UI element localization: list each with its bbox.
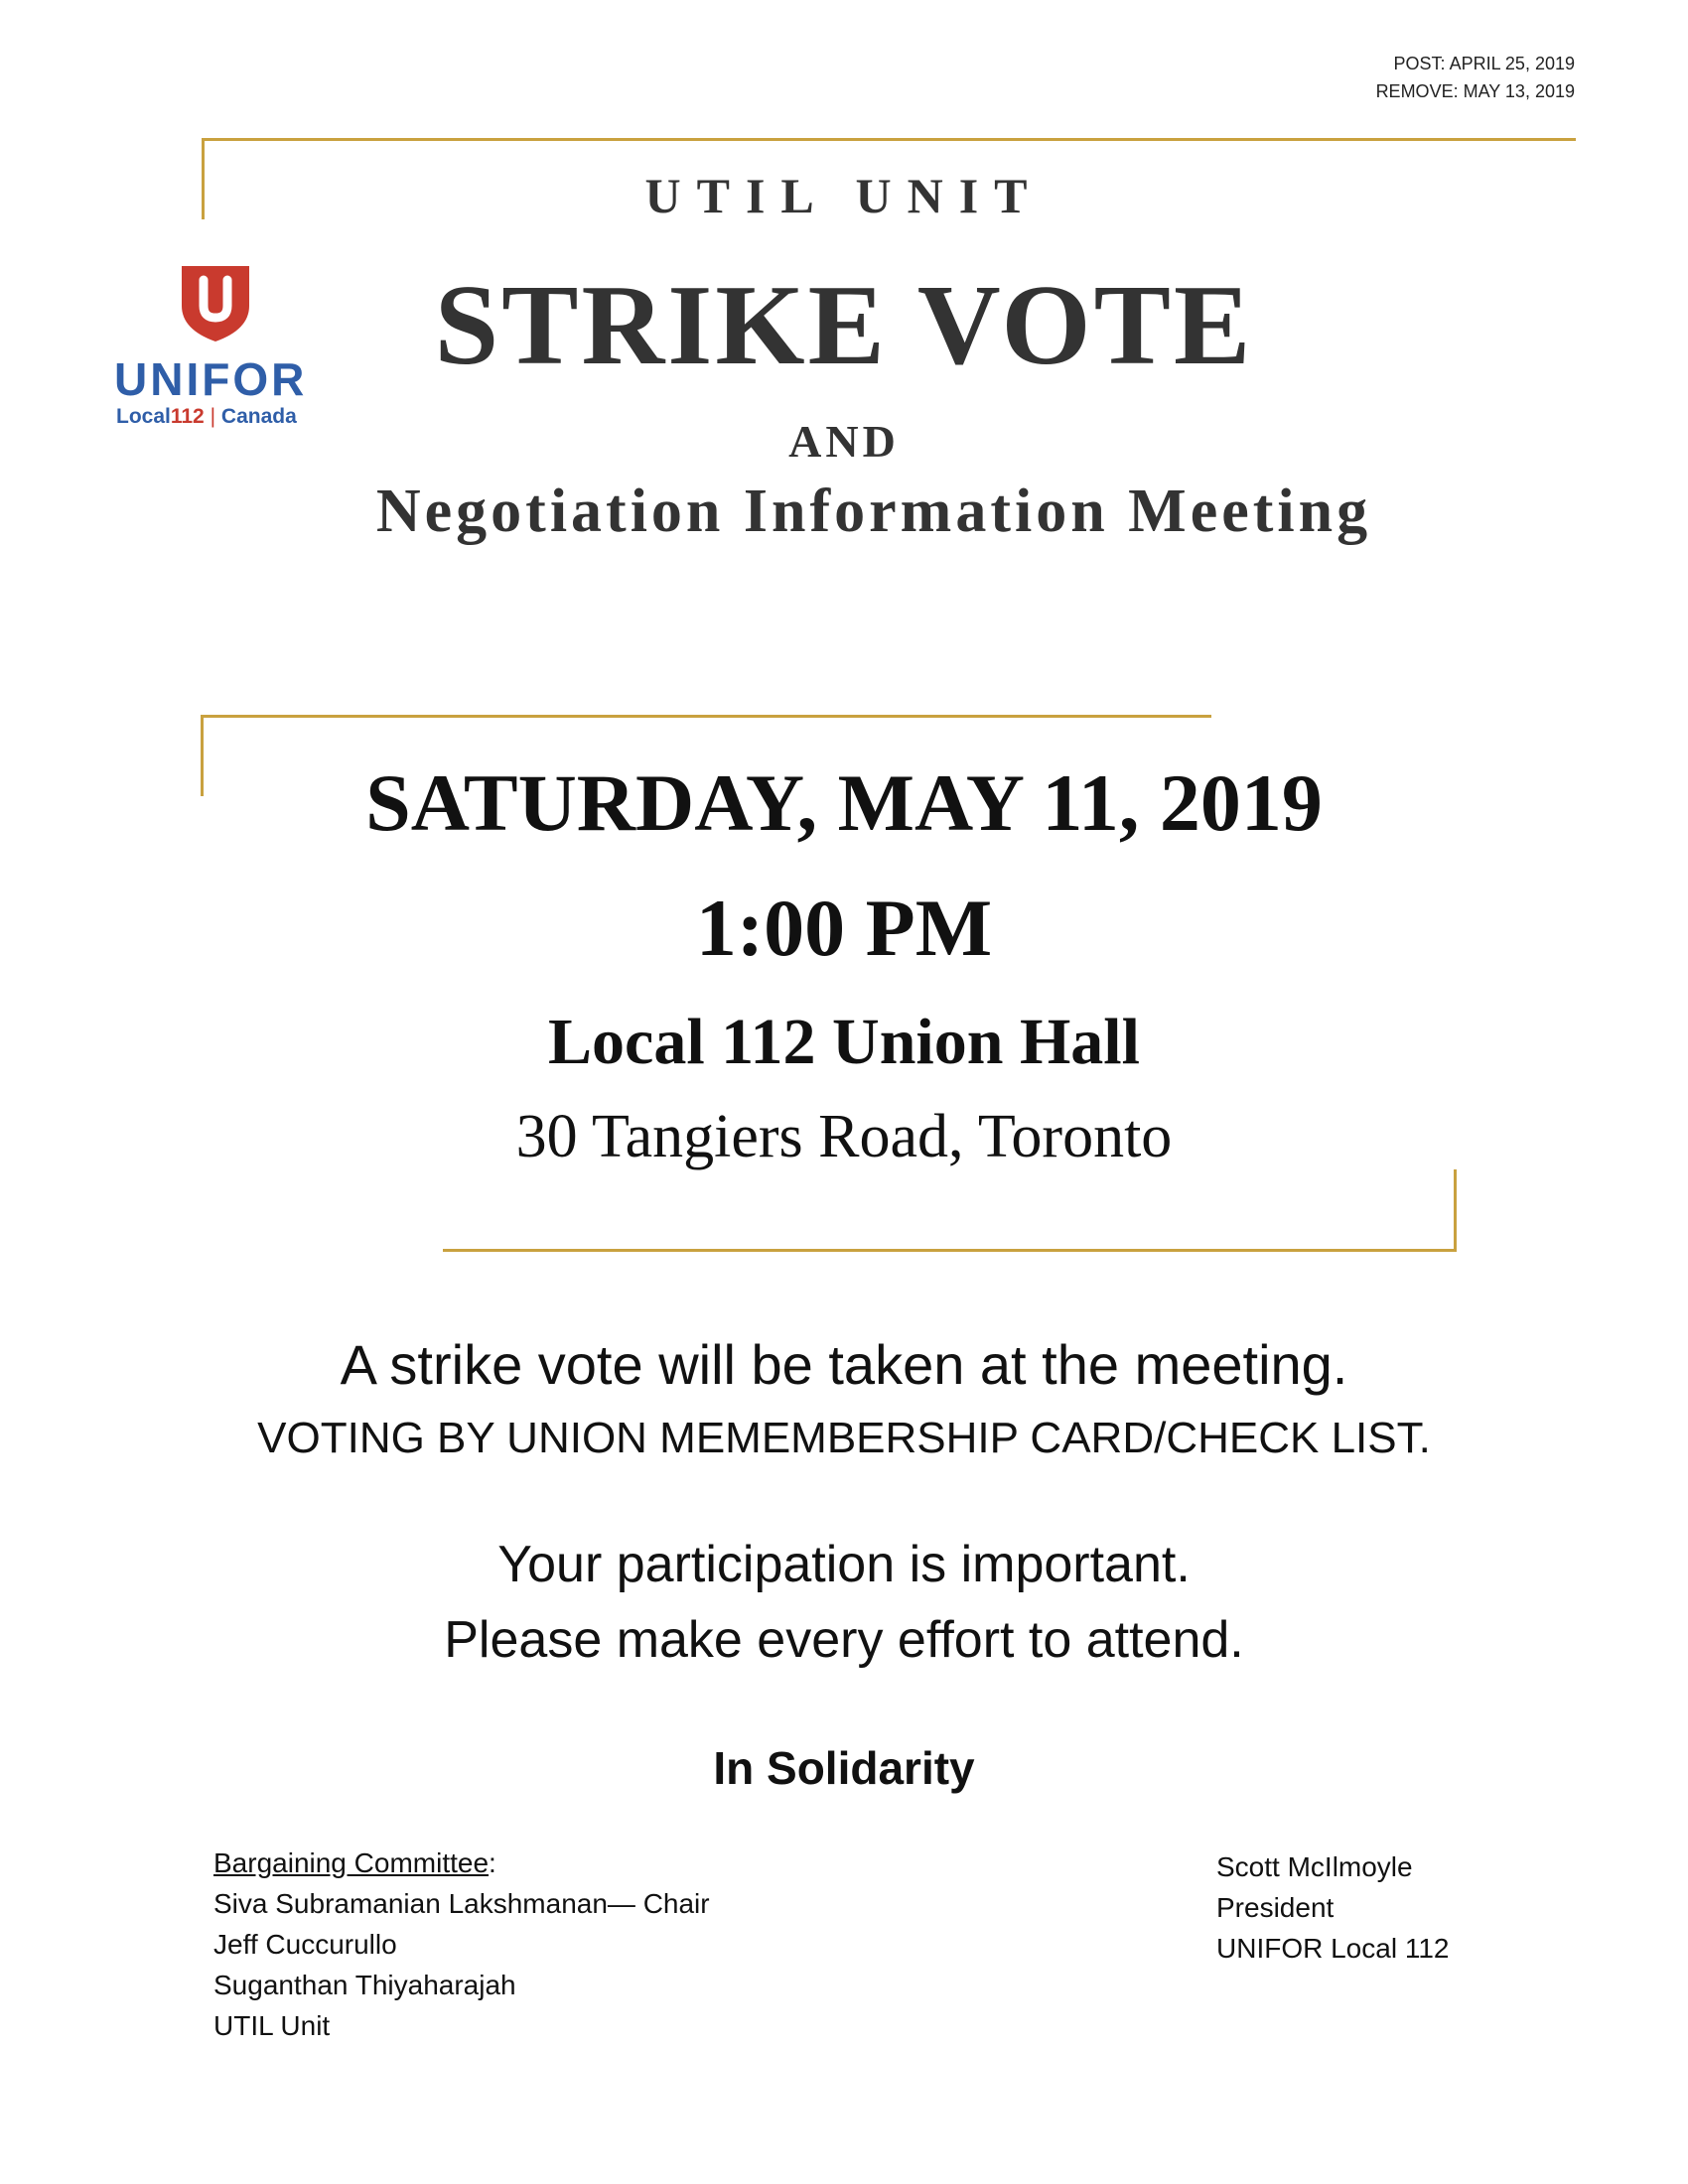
remove-date: REMOVE: MAY 13, 2019 (1375, 81, 1575, 101)
page-title: STRIKE VOTE (434, 262, 1254, 389)
logo-separator: | (210, 405, 216, 428)
signatory-name: Scott McIlmoyle (1216, 1851, 1413, 1882)
committee-member: Jeff Cuccurullo (213, 1929, 397, 1960)
event-frame-right-line (1454, 1169, 1457, 1251)
signatory-title: President (1216, 1892, 1335, 1923)
signatory-org: UNIFOR Local 112 (1216, 1933, 1450, 1964)
unit-title: UTIL UNIT (644, 168, 1044, 223)
logo-brand-name: UNIFOR (114, 353, 308, 405)
posting-dates (1376, 50, 1575, 105)
committee-heading: Bargaining Committee (213, 1847, 490, 1878)
participation-note: Your participation is important. (497, 1536, 1191, 1593)
committee-heading-colon: : (489, 1847, 496, 1878)
signature-block (1216, 1846, 1449, 1969)
strike-vote-note: A strike vote will be taken at the meeting. (340, 1333, 1348, 1396)
title-conjunction: AND (788, 416, 900, 467)
committee-member: Siva Subramanian Lakshmanan— Chair (213, 1888, 710, 1919)
voting-method-note: VOTING BY UNION MEMEMBERSHIP CARD/CHECK LIST. (257, 1414, 1431, 1462)
logo-country: Canada (220, 405, 297, 428)
venue-address: 30 Tangiers Road, Toronto (515, 1103, 1173, 1170)
event-date: SATURDAY, MAY 11, 2019 (365, 757, 1323, 848)
bargaining-committee (213, 1843, 710, 2046)
committee-heading-line (213, 1843, 710, 1883)
attend-note: Please make every effort to attend. (444, 1611, 1244, 1669)
event-frame-top-line (201, 715, 1211, 718)
header-frame-top-line (202, 138, 1576, 141)
venue-name: Local 112 Union Hall (548, 1006, 1140, 1078)
committee-member: Suganthan Thiyaharajah (213, 1970, 516, 2000)
page-subtitle: Negotiation Information Meeting (375, 478, 1372, 545)
post-date: POST: APRIL 25, 2019 (1393, 54, 1575, 73)
event-frame-bottom-line (443, 1249, 1457, 1252)
closing-text: In Solidarity (713, 1742, 975, 1794)
event-time: 1:00 PM (695, 883, 993, 973)
logo-local-number: 112 (170, 405, 205, 428)
committee-member: UTIL Unit (213, 2010, 331, 2041)
logo-local-prefix: Local (116, 405, 171, 428)
